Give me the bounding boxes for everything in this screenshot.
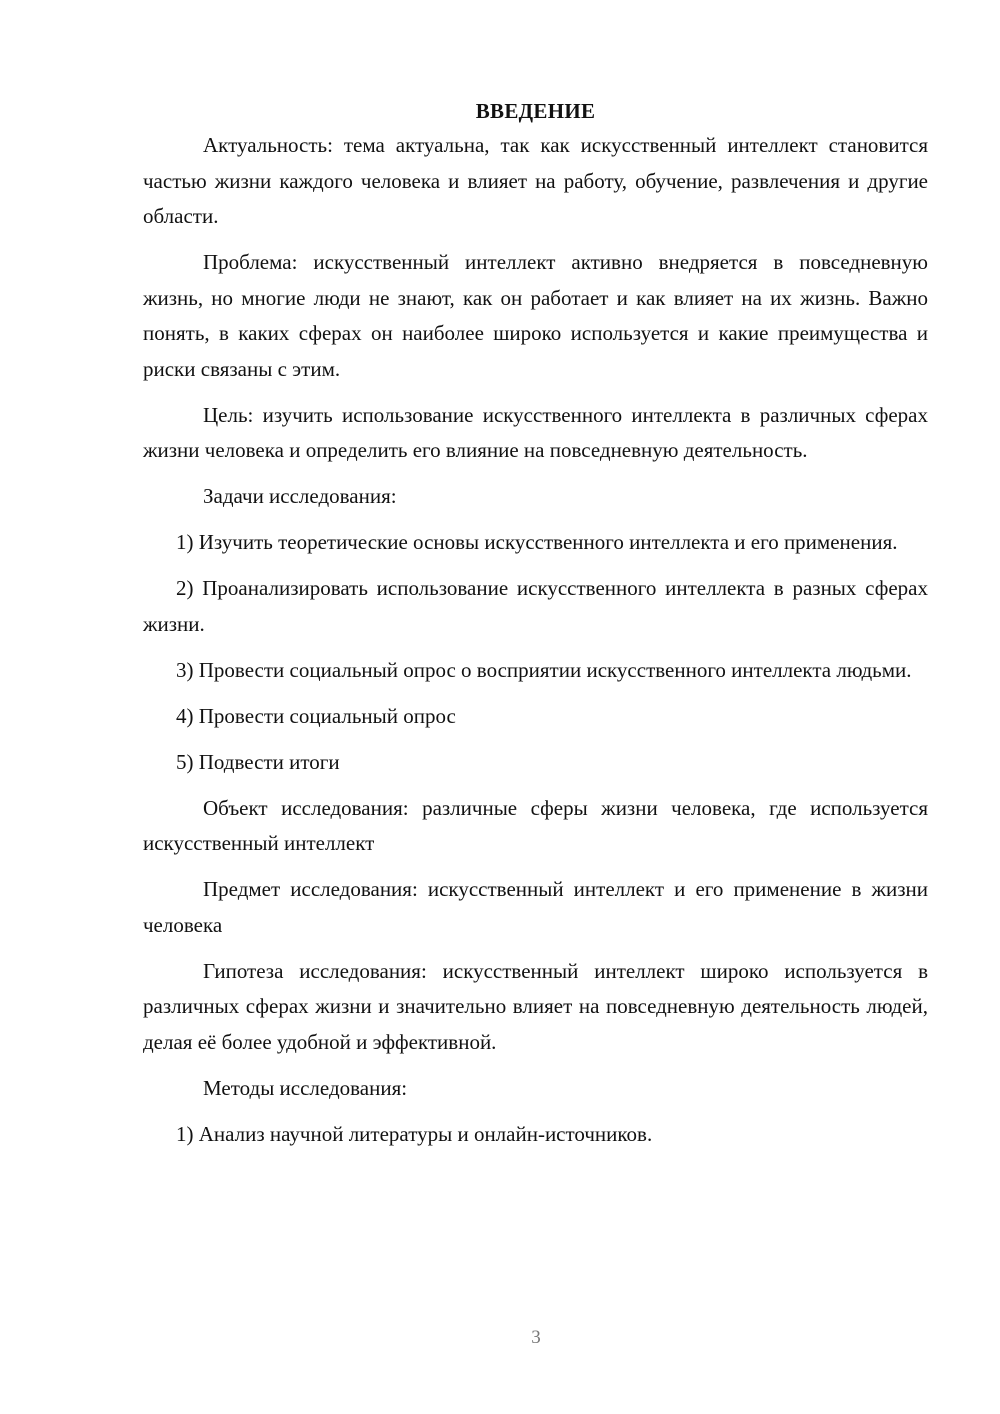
tasks-heading: Задачи исследования: (203, 484, 397, 508)
hypothesis-paragraph: Гипотеза исследования: искусственный интеллект широко используется в различных сферах жизни и значительно влияет на повседневную деятельность людей, делая её более удобной и эффективной. (143, 958, 928, 1054)
task-item-4: 4) Провести социальный опрос (176, 703, 456, 728)
object-paragraph: Объект исследования: различные сферы жизни человека, где используется искусственный интеллект (143, 795, 928, 855)
document-page (143, 96, 928, 1163)
methods-heading: Методы исследования: (203, 1075, 408, 1100)
relevance-paragraph: Актуальность: тема актуальна, так как искусственный интеллект становится частью жизни каждого человека и влияет на работу, обучение, развлечения и другие области. (143, 133, 928, 228)
task-item-5: 5) Подвести итоги (176, 749, 340, 774)
goal-paragraph: Цель: изучить использование искусственного интеллекта в различных сферах жизни человека и определить его влияние на повседневную деятельность. (143, 402, 928, 462)
section-title: ВВЕДЕНИЕ (475, 99, 596, 123)
subject-paragraph: Предмет исследования: искусственный интеллект и его применение в жизни человека (143, 877, 928, 937)
task-item-3: 3) Провести социальный опрос о восприятии искусственного интеллекта людьми. (176, 657, 912, 682)
page-number: 3 (531, 1327, 541, 1348)
task-item-1: 1) Изучить теоретические основы искусственного интеллекта и его применения. (176, 530, 898, 554)
problem-paragraph: Проблема: искусственный интеллект активно внедряется в повседневную жизнь, но многие люди не знают, как он работает и как влияет на их жизнь. Важно понять, в каких сферах он наиболее широко используется и какие преимущества и риски связаны с этим. (143, 250, 928, 381)
method-item-1: 1) Анализ научной литературы и онлайн-источников. (176, 1121, 653, 1146)
task-item-2: 2) Проанализировать использование искусственного интеллекта в разных сферах жизни. (143, 576, 928, 636)
